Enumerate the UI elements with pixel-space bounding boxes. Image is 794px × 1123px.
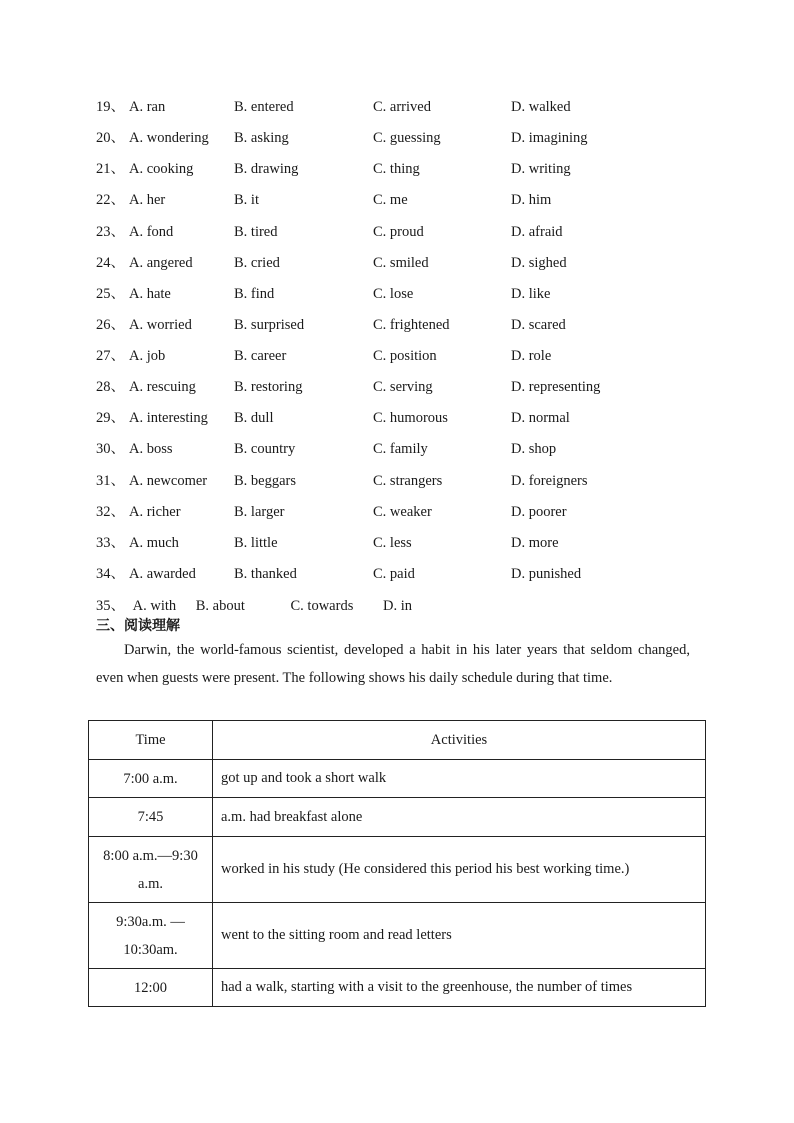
option-d: D. poorer	[511, 504, 567, 520]
option-c: C. frightened	[373, 317, 450, 333]
reading-passage: Darwin, the world-famous scientist, developed a habit in his later years that seldom changed, even when guests were present. The following shows his daily schedule during that time.	[96, 642, 690, 686]
option-b: B. drawing	[234, 161, 299, 177]
option-d: D. punished	[511, 566, 582, 582]
question-number: 21、	[96, 161, 125, 177]
option-b: B. little	[234, 535, 278, 551]
section-heading: 三、阅读理解	[96, 618, 180, 634]
question-row	[0, 253, 794, 273]
option-b: B. tired	[234, 224, 278, 240]
option-a: A. her	[129, 192, 166, 208]
question-row	[0, 377, 794, 397]
option-d: D. afraid	[511, 224, 563, 240]
activity-cell: went to the sitting room and read letters	[213, 903, 706, 969]
option-a: A. worried	[129, 317, 192, 333]
option-d: D. sighed	[511, 255, 567, 271]
question-number: 23、	[96, 224, 125, 240]
question-number: 34、	[96, 566, 125, 582]
question-row	[0, 564, 794, 584]
time-cell: 7:00 a.m.	[89, 760, 213, 798]
option-a: A. job	[129, 348, 166, 364]
question-number: 29、	[96, 410, 125, 426]
question-row	[0, 190, 794, 210]
question-row	[0, 346, 794, 366]
time-cell: 8:00 a.m.—9:30 a.m.	[89, 837, 213, 903]
option-b: B. cried	[234, 255, 280, 271]
option-b: B. it	[234, 192, 259, 208]
question-row	[0, 222, 794, 242]
option-d: D. scared	[511, 317, 566, 333]
activity-cell: worked in his study (He considered this period his best working time.)	[213, 837, 706, 903]
question-row	[0, 533, 794, 553]
option-c: C. thing	[373, 161, 420, 177]
option-b: B. surprised	[234, 317, 305, 333]
option-d: D. writing	[511, 161, 571, 177]
option-a: A. hate	[129, 286, 171, 302]
option-c: C. smiled	[373, 255, 429, 271]
question-row	[0, 159, 794, 179]
question-row	[0, 502, 794, 522]
option-c: C. strangers	[373, 473, 443, 489]
option-c: C. humorous	[373, 410, 448, 426]
question-number: 19、	[96, 99, 125, 115]
question-number: 31、	[96, 473, 125, 489]
option-d: D. walked	[511, 99, 571, 115]
activity-cell: a.m. had breakfast alone	[213, 798, 706, 837]
option-a: A. newcomer	[129, 473, 208, 489]
question-row	[0, 128, 794, 148]
option-d: D. representing	[511, 379, 601, 395]
activity-cell: got up and took a short walk	[213, 760, 706, 798]
option-d: D. imagining	[511, 130, 588, 146]
option-b: B. dull	[234, 410, 274, 426]
option-b: B. thanked	[234, 566, 297, 582]
option-a: A. awarded	[129, 566, 196, 582]
schedule-table	[88, 720, 706, 1007]
question-row	[0, 439, 794, 459]
option-a: A. interesting	[129, 410, 208, 426]
question-number: 20、	[96, 130, 125, 146]
question-number: 25、	[96, 286, 125, 302]
option-a: A. angered	[129, 255, 193, 271]
option-a: A. much	[129, 535, 179, 551]
table-row	[89, 903, 706, 969]
option-c: C. lose	[373, 286, 414, 302]
option-c: C. me	[373, 192, 408, 208]
option-b: B. restoring	[234, 379, 303, 395]
option-c: C. position	[373, 348, 437, 364]
option-c: C. less	[373, 535, 412, 551]
question-row	[0, 97, 794, 117]
time-cell: 12:00	[89, 969, 213, 1007]
option-c: C. family	[373, 441, 428, 457]
table-row	[89, 837, 706, 903]
time-cell: 9:30a.m. —10:30am.	[89, 903, 213, 969]
question-number: 26、	[96, 317, 125, 333]
option-a: A. cooking	[129, 161, 194, 177]
option-c: C. paid	[373, 566, 415, 582]
table-row	[89, 969, 706, 1007]
option-d: D. more	[511, 535, 559, 551]
question-row	[0, 408, 794, 428]
option-b: B. entered	[234, 99, 294, 115]
option-c: C. serving	[373, 379, 433, 395]
option-d: D. like	[511, 286, 551, 302]
table-row	[89, 798, 706, 837]
option-a: A. wondering	[129, 130, 209, 146]
question-number: 28、	[96, 379, 125, 395]
option-b: B. country	[234, 441, 296, 457]
question-number: 32、	[96, 504, 125, 520]
option-b: B. larger	[234, 504, 285, 520]
question-number: 33、	[96, 535, 125, 551]
activity-cell: had a walk, starting with a visit to the greenhouse, the number of times	[213, 969, 706, 1007]
option-c: C. proud	[373, 224, 424, 240]
option-d: D. role	[511, 348, 552, 364]
option-c: C. towards	[290, 598, 354, 614]
option-d: D. him	[511, 192, 552, 208]
question-number: 24、	[96, 255, 125, 271]
option-b: B. find	[234, 286, 275, 302]
option-c: C. weaker	[373, 504, 432, 520]
question-row-35	[96, 596, 412, 616]
option-a: A. boss	[129, 441, 173, 457]
option-b: B. about	[195, 598, 245, 614]
option-d: D. shop	[511, 441, 557, 457]
column-header-time: Time	[89, 721, 213, 760]
question-row	[0, 284, 794, 304]
option-c: C. guessing	[373, 130, 441, 146]
option-a: A. fond	[129, 224, 174, 240]
question-number: 22、	[96, 192, 125, 208]
option-d: D. in	[382, 598, 412, 614]
time-cell: 7:45	[89, 798, 213, 837]
question-row	[0, 471, 794, 491]
question-row	[0, 315, 794, 335]
table-header-row	[89, 721, 706, 760]
option-a: A. rescuing	[129, 379, 196, 395]
option-a: A. ran	[129, 99, 166, 115]
question-number: 27、	[96, 348, 125, 364]
table-row	[89, 760, 706, 798]
option-d: D. foreigners	[511, 473, 588, 489]
option-a: A. richer	[129, 504, 181, 520]
question-number: 30、	[96, 441, 125, 457]
option-a: A. with	[132, 598, 177, 614]
option-b: B. career	[234, 348, 287, 364]
option-d: D. normal	[511, 410, 570, 426]
option-b: B. asking	[234, 130, 289, 146]
option-b: B. beggars	[234, 473, 297, 489]
question-number: 35、	[96, 598, 125, 614]
column-header-activities: Activities	[213, 721, 706, 760]
option-c: C. arrived	[373, 99, 431, 115]
